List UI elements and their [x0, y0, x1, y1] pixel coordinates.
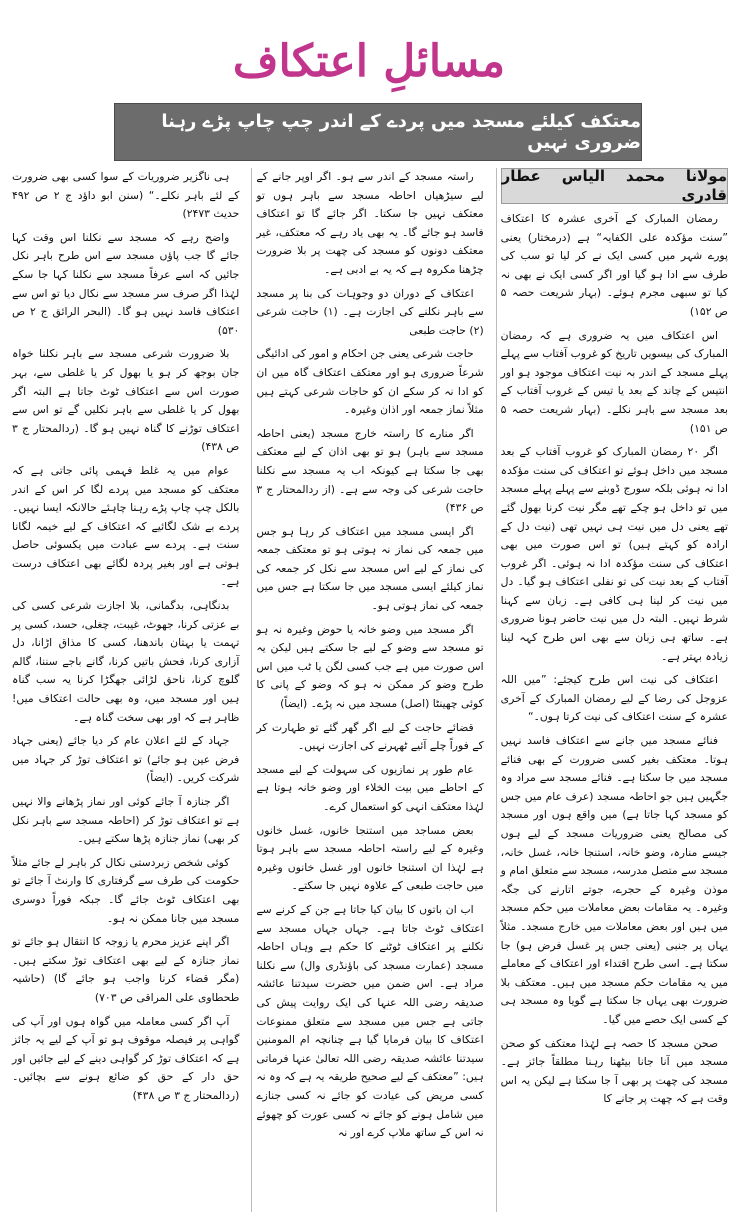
paragraph: کوئی شخص زبردستی نکال کر باہر لے جائے مثلاً حکومت کی طرف سے گرفتاری کا وارنٹ آ جائے تو بھی اعتکاف ٹوٹ جائے گا۔ جبکہ فوراً دوسری مسجد میں جانا ممکن نہ ہو۔ [12, 855, 240, 925]
paragraph: قضائے حاجت کے لیے اگر گھر گئے تو طہارت کر کے فوراً چلے آئیے ٹھہرنے کی اجازت نہیں۔ [256, 720, 484, 753]
paragraph: صحن مسجد کا حصہ ہے لہٰذا معتکف کو صحن مسجد میں آنا جانا بیٹھنا رہنا مطلقاً جائز ہے۔ مسجد کی چھت پر بھی آ جا سکتا ہے لیکن یہ اس وقت ہے کہ چھت پر جانے کا [500, 1036, 728, 1106]
paragraph: فنائے مسجد میں جانے سے اعتکاف فاسد نہیں ہوتا۔ معتکف بغیر کسی ضرورت کے بھی فنائے مسجد میں جا سکتا ہے۔ فنائے مسجد سے مراد وہ جگہیں ہیں جو احاطہ مسجد (عرف عام میں جس کو مسجد کہا جاتا ہے) میں واقع ہوں اور مسجد کی مصالح یعنی ضروریات مسجد کے لیے ہوں جیسے منارہ، وضو خانہ، استنجا خانہ، غسل خانہ، مسجد سے متصل مدرسہ، مسجد سے متعلق امام و موذن وغیرہ کے حجرے، جوتے اتارنے کی جگہ وغیرہ۔ یہ مقامات بعض معاملات میں حکم مسجد میں ہیں اور بعض معاملات میں خارج مسجد۔ مثلاً یہاں پر جنبی (یعنی جس پر غسل فرض ہو) جا سکتا ہے۔ اسی طرح اقتداء اور اعتکاف کے معاملے میں یہ مقامات حکم مسجد میں ہیں۔ معتکف بلا ضرورت بھی یہاں جا سکتا ہے گویا وہ مسجد ہی کے کسی ایک حصے میں گیا۔ [500, 734, 728, 1026]
paragraph: بعض مساجد میں استنجا خانوں، غسل خانوں وغیرہ کے لیے راستہ احاطہ مسجد سے باہر ہوتا ہے لہٰذا ان استنجا خانوں اور غسل خانوں وغیرہ میں حاجت طبعی کے علاوہ نہیں جا سکتے۔ [256, 823, 484, 893]
paragraph: ہی ناگزیر ضروریات کے سوا کسی بھی ضرورت کے لئے باہر نکلے۔“ (سنن ابو داؤد ج ۲ ص ۴۹۲ حدیث ۲۴۷۳) [12, 170, 240, 221]
paragraph: عوام میں یہ غلط فہمی پائی جاتی ہے کہ معتکف کو مسجد میں پردے لگا کر اس کے اندر بالکل چپ چاپ پڑے رہنا چاہئے حالانکہ ایسا نہیں۔ پردے بے شک لگائیے کہ اعتکاف کے لیے خیمہ لگانا سنت ہے۔ پردے سے عبادت میں یکسوئی حاصل ہوتی ہے اور بغیر پردہ لگائے بھی اعتکاف درست ہے۔ [12, 463, 240, 589]
paragraph: اعتکاف کے دوران دو وجوہات کی بنا پر مسجد سے باہر نکلنے کی اجازت ہے۔ (۱) حاجت شرعی (۲) حاجت طبعی [256, 286, 484, 337]
paragraph: رمضان المبارک کے آخری عشرہ کا اعتکاف ”سنت مؤکدہ علی الکفایہ“ ہے (درمختار) یعنی پورے شہر میں کسی ایک نے کر لیا تو سب کی طرف سے ادا ہو گیا اور اگر کسی ایک نے بھی نہ کیا تو سبھی مجرم ہوئے۔ (بہار شریعت حصہ ۵ ص ۱۵۲) [500, 212, 728, 318]
paragraph: واضح رہے کہ مسجد سے نکلنا اس وقت کہا جائے گا جب پاؤں مسجد سے اس طرح باہر نکل جائیں کہ اسے عرفاً مسجد سے نکلنا کہا جا سکے لہٰذا اگر صرف سر مسجد سے نکال دیا تو اس سے اعتکاف فاسد نہیں ہو گا۔ (البحر الرائق ج ۲ ص ۵۳۰) [12, 230, 240, 337]
paragraph: راستہ مسجد کے اندر سے ہو۔ اگر اوپر جانے کے لیے سیڑھیاں احاطہ مسجد سے باہر ہوں تو معتکف نہیں جا سکتا۔ اگر جائے گا تو اعتکاف فاسد ہو جائے گا۔ یہ بھی یاد رہے کہ معتکف، غیر معتکف دونوں کو مسجد کی چھت پر بلا ضرورت چڑھنا مکروہ ہے کہ یہ بے ادبی ہے۔ [256, 170, 484, 276]
paragraph: اگر ۲۰ رمضان المبارک کو غروب آفتاب کے بعد مسجد میں داخل ہوئے تو اعتکاف کی سنت مؤکدہ ادا نہ ہوئی بلکہ سورج ڈوبنے سے پہلے پہلے مسجد میں تو داخل ہو چکے تھے مگر نیت کرنا بھول گئے تھے یعنی دل میں نیت ہی نہیں تھی (نیت دل کے ارادہ کو کہتے ہیں) تو اس صورت میں بھی اعتکاف کی سنت مؤکدہ ادا نہ ہوئی۔ اگر غروب آفتاب کے بعد نیت کی تو نفلی اعتکاف ہو گیا۔ دل میں نیت کر لینا ہی کافی ہے۔ زبان سے کہنا شرط نہیں۔ البتہ دل میں نیت حاضر ہونا ضروری ہے۔ ساتھ ہی زبان سے بھی اس طرح کہہ لینا زیادہ بہتر ہے۔ [500, 445, 728, 663]
paragraph: اگر جنازہ آ جائے کوئی اور نماز پڑھانے والا نہیں ہے تو اعتکاف توڑ کر (احاطہ مسجد سے باہر نکل کر بھی) نماز جنازہ پڑھا سکتے ہیں۔ [12, 795, 240, 846]
article-columns [8, 168, 732, 1212]
page-title: مسائلِ اعتکاف [232, 36, 506, 87]
paragraph: عام طور پر نمازیوں کی سہولت کے لیے مسجد کے احاطے میں بیت الخلاء اور وضو خانہ ہوتا ہے لہٰذا معتکف انہی کو استعمال کرے۔ [256, 762, 484, 813]
paragraph: اگر اپنے عزیز محرم یا زوجہ کا انتقال ہو جائے تو نماز جنازہ کے لیے بھی اعتکاف توڑ سکتے ہیں۔ (مگر قضاء کرنا واجب ہو جائے گا) (حاشیہ طحطاوی علی المراقی ص ۷۰۳) [12, 935, 240, 1004]
subtitle-banner [114, 103, 642, 161]
paragraph: اگر منارے کا راستہ خارج مسجد (یعنی احاطہ مسجد سے باہر) ہو تو بھی اذان کے لیے معتکف بھی جا سکتا ہے کیونکہ اب یہ مسجد سے نکلنا حاجت شرعی کی وجہ سے ہے۔ (از ردالمحتار ج ۳ ص ۴۳۶) [256, 426, 484, 515]
paragraph: اگر ایسی مسجد میں اعتکاف کر رہا ہو جس میں جمعہ کی نماز نہ ہوتی ہو تو معتکف جمعہ کی نماز کے لیے اس مسجد سے نکل کر جمعہ کی نماز کیلئے ایسی مسجد میں جا سکتا ہے جس میں جمعہ کی نماز ہوتی ہو۔ [256, 524, 484, 613]
page-subtitle: معتکف کیلئے مسجد میں پردے کے اندر چپ چاپ پڑے رہنا ضروری نہیں [161, 111, 641, 153]
paragraph: آپ اگر کسی معاملہ میں گواہ ہوں اور آپ کی گواہی پر فیصلہ موقوف ہو تو آپ کے لیے یہ جائز ہے کہ اعتکاف توڑ کر گواہی دینے کے لیے جائیں اور حق دار کے حق کو ضائع ہونے سے بچائیں۔ (ردالمحتار ج ۳ ص ۴۳۸) [12, 1014, 240, 1102]
paragraph: بدنگاہی، بدگمانی، بلا اجازت شرعی کسی کی بے عزتی کرنا، جھوٹ، غیبت، چغلی، حسد، کسی پر تہمت یا بہتان باندھنا، کسی کا مذاق اڑانا، دل آزاری کرنا، فحش باتیں کرنا، گانے باجے سننا، گالم گلوچ کرنا، ناحق لڑائی جھگڑا کرنا یہ سب گناہ ہیں اور مسجد میں، وہ بھی حالت اعتکاف میں! ظاہر ہے کہ اور بھی سخت گناہ ہے۔ [12, 599, 240, 724]
column-right [496, 168, 732, 1212]
column-middle [251, 168, 487, 1212]
paragraph: جہاد کے لئے اعلان عام کر دیا جائے (یعنی جہاد فرض عین ہو جائے) تو اعتکاف توڑ کر جہاد میں شرکت کریں۔ (ایضاً) [12, 734, 240, 785]
column-left [8, 168, 243, 1212]
paragraph: اگر مسجد میں وضو خانہ یا حوض وغیرہ نہ ہو تو مسجد سے وضو کے لیے جا سکتے ہیں لیکن یہ اس صورت میں ہے جب کسی لگن یا ٹب میں اس طرح وضو کر ممکن نہ ہو کہ وضو کے پانی کا کوئی چھینٹا (اصل) مسجد میں نہ پڑے۔ (ایضاً) [256, 622, 484, 711]
paragraph: اب ان باتوں کا بیان کیا جاتا ہے جن کے کرنے سے اعتکاف ٹوٹ جاتا ہے۔ جہاں جہاں مسجد سے نکلنے پر اعتکاف ٹوٹنے کا حکم ہے وہاں احاطہ مسجد (عمارت مسجد کی باؤنڈری وال) سے نکلنا مراد ہے۔ اس ضمن میں حضرت سیدتنا عائشہ صدیقہ رضی اللہ عنہا کی ایک روایت پیش کی جاتی ہے جس میں مسجد سے متعلق ممنوعات اعتکاف کا بیان فرمایا گیا ہے چنانچہ ام المومنین سیدتنا عائشہ صدیقہ رضی اللہ تعالیٰ عنہا فرماتی ہیں: ”معتکف کے لیے صحیح طریقہ یہ ہے کہ وہ نہ کسی مریض کی عیادت کو جائے نہ کسی جنازے میں شامل ہونے کو جائے نہ کسی عورت کو چھوئے نہ اس کے ساتھ ملاپ کرے اور نہ [256, 902, 484, 1140]
byline-box [501, 168, 728, 204]
paragraph: حاجت شرعی یعنی جن احکام و امور کی ادائیگی شرعاً ضروری ہو اور معتکف اعتکاف گاہ میں ان کو ادا نہ کر سکے ان کو حاجات شرعی کہتے ہیں مثلاً نماز جمعہ اور اذان وغیرہ۔ [256, 347, 484, 417]
masthead [0, 0, 738, 100]
author-byline: مولانا محمد الیاس عطار قادری [501, 168, 727, 204]
paragraph: اس اعتکاف میں یہ ضروری ہے کہ رمضان المبارک کی بیسویں تاریخ کو غروب آفتاب سے پہلے پہلے مسجد کے اندر بہ نیت اعتکاف موجود ہو اور انتیس کے چاند کے بعد یا تیس کے غروب آفتاب کے بعد مسجد سے باہر نکلے۔ (بہار شریعت حصہ ۵ ص ۱۵۱) [500, 328, 728, 435]
paragraph: بلا ضرورت شرعی مسجد سے باہر نکلنا خواہ جان بوجھ کر ہو یا بھول کر یا غلطی سے، بہر صورت اس سے اعتکاف ٹوٹ جاتا ہے البتہ اگر بھول کر یا غلطی سے باہر نکلیں گے تو اس سے اعتکاف توڑنے کا گناہ نہیں ہو گا۔ (ردالمحتار ج ۳ ص ۴۳۸) [12, 347, 240, 454]
paragraph: اعتکاف کی نیت اس طرح کیجئے: ”میں اللہ عزوجل کی رضا کے لیے رمضان المبارک کے آخری عشرہ کے سنت اعتکاف کی نیت کرتا ہوں۔“ [500, 673, 728, 724]
